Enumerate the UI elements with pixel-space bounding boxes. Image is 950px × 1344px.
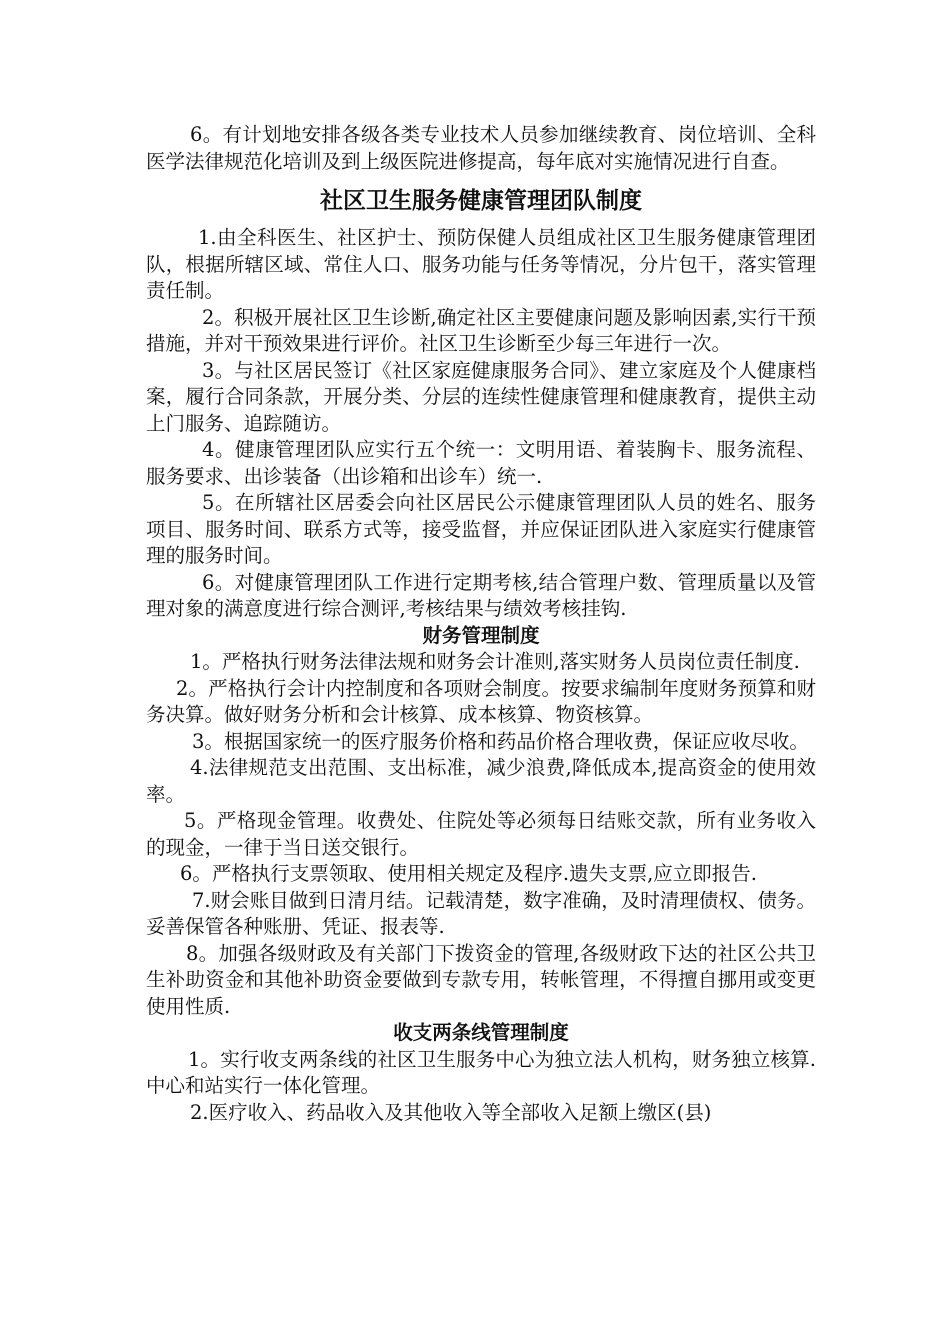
- team-item-1: 1.由全科医生、社区护士、预防保健人员组成社区卫生服务健康管理团队，根据所辖区域、常住人口、服务功能与任务等情况，分片包干，落实管理责任制。: [146, 226, 816, 302]
- finance-item-2: 2。严格执行会计内控制度和各项财会制度。按要求编制年度财务预算和财务决算。做好财务分析和会计核算、成本核算、物资核算。: [146, 676, 816, 726]
- team-item-3: 3。与社区居民签订《社区家庭健康服务合同》、建立家庭及个人健康档案，履行合同条款，开展分类、分层的连续性健康管理和健康教育，提供主动上门服务、追踪随访。: [146, 358, 816, 435]
- finance-item-7: 7.财会账目做到日清月结。记载清楚，数字准确，及时清理债权、债务。妥善保管各种账册、凭证、报表等.: [146, 888, 816, 938]
- team-item-6: 6。对健康管理团队工作进行定期考核,结合管理户数、管理质量以及管理对象的满意度进行综合测评,考核结果与绩效考核挂钩.: [146, 570, 816, 620]
- income-item-1: 1。实行收支两条线的社区卫生服务中心为独立法人机构，财务独立核算.中心和站实行一体化管理。: [146, 1047, 816, 1097]
- finance-system-title: 财务管理制度: [422, 623, 540, 647]
- team-item-4: 4。健康管理团队应实行五个统一：文明用语、着装胸卡、服务流程、服务要求、出诊装备（出诊箱和出诊车）统一.: [146, 438, 816, 488]
- finance-item-5: 5。严格现金管理。收费处、住院处等必须每日结账交款，所有业务收入的现金，一律于当日送交银行。: [146, 809, 816, 859]
- team-item-5: 5。在所辖社区居委会向社区居民公示健康管理团队人员的姓名、服务项目、服务时间、联系方式等，接受监督，并应保证团队进入家庭实行健康管理的服务时间。: [146, 491, 816, 567]
- finance-item-3: 3。根据国家统一的医疗服务价格和药品价格合理收费，保证应收尽收。: [192, 729, 809, 753]
- document-page: [146, 122, 816, 1126]
- team-system-title: 社区卫生服务健康管理团队制度: [320, 188, 642, 214]
- finance-item-8: 8。加强各级财政及有关部门下拨资金的管理,各级财政下达的社区公共卫生补助资金和其他补助资金要做到专款专用，转帐管理，不得擅自挪用或变更使用性质.: [146, 941, 816, 1018]
- finance-item-4: 4.法律规范支出范围、支出标准，减少浪费,降低成本,提高资金的使用效率。: [146, 756, 816, 806]
- income-system-title: 收支两条线管理制度: [393, 1021, 569, 1044]
- team-item-2: 2。积极开展社区卫生诊断,确定社区主要健康问题及影响因素,实行干预措施，并对干预效果进行评价。社区卫生诊断至少每三年进行一次。: [146, 305, 816, 355]
- finance-item-6: 6。严格执行支票领取、使用相关规定及程序.遗失支票,应立即报告.: [180, 862, 758, 885]
- finance-item-1: 1。严格执行财务法律法规和财务会计准则,落实财务人员岗位责任制度.: [190, 650, 800, 673]
- intro-paragraph-6: 6。有计划地安排各级各类专业技术人员参加继续教育、岗位培训、全科医学法律规范化培训及到上级医院进修提高，每年底对实施情况进行自查。: [146, 123, 816, 173]
- income-item-2: 2.医疗收入、药品收入及其他收入等全部收入足额上缴区(县): [190, 1100, 712, 1124]
